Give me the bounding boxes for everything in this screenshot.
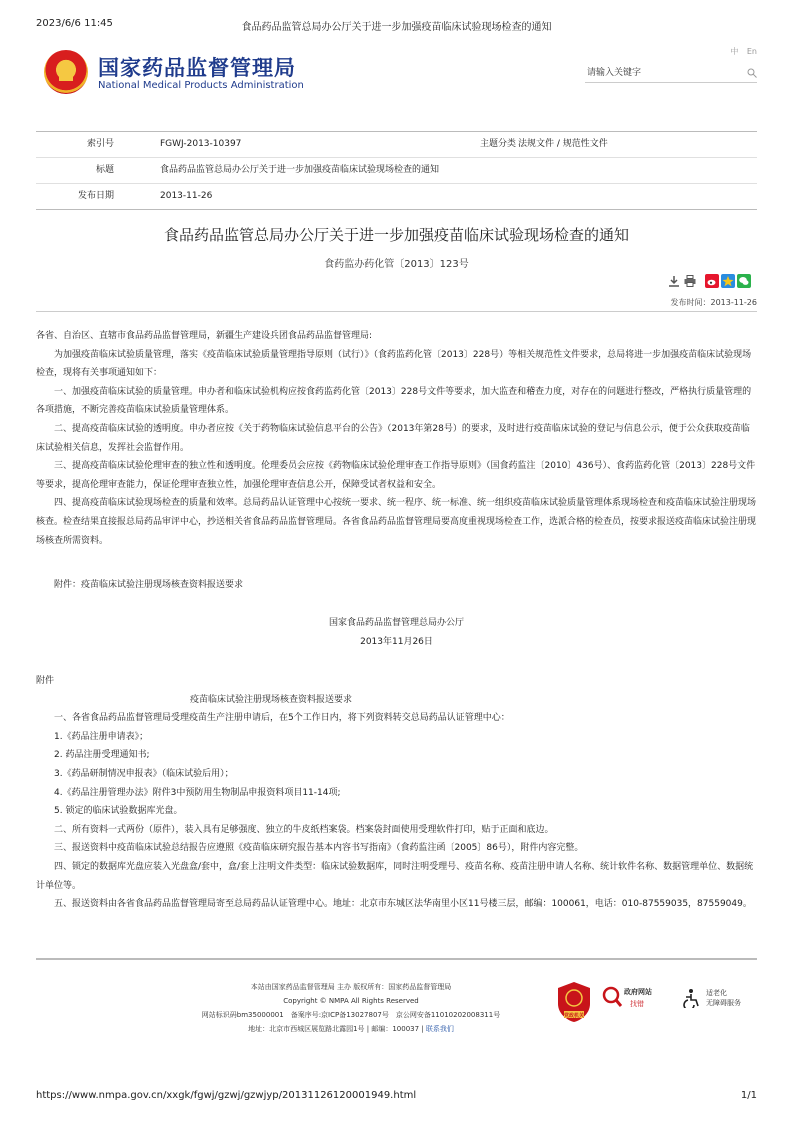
annex-block — [36, 672, 757, 914]
language-switch — [724, 46, 757, 57]
signer: 国家食品药品监督管理总局办公厅 — [328, 618, 464, 628]
category-value: 法规文件 / 规范性文件 — [518, 139, 608, 149]
access-label: 适老化 — [706, 989, 727, 997]
gov-site-error-report[interactable] — [602, 986, 666, 1016]
body-paragraph: 三、提高疫苗临床试验伦理审查的独立性和透明度。伦理委员会应按《药物临床试验伦理审查工作指导原则》（国食药监注〔2010〕436号）、食药监药化管〔2013〕228号文件等要求，提高伦理审查能力，保证伦理审查独立性，加强伦理审查信息公开，保障受试者权益和安全。 — [36, 461, 756, 490]
attachment-note-block — [36, 576, 757, 595]
print-icon[interactable] — [683, 274, 697, 288]
metadata-table — [36, 131, 757, 210]
search-placeholder: 请输入关键字 — [587, 68, 642, 78]
body-paragraph: 二、提高疫苗临床试验的透明度。申办者应按《关于药物临床试验信息平台的公告》（2013年第28号）的要求，及时进行疫苗临床试验的登记与信息公示，便于公众获取疫苗临床试验相关信息，发挥社会监督作用。 — [36, 423, 750, 453]
annex-title: 疫苗临床试验注册现场核查资料报送要求 — [190, 694, 353, 705]
salutation: 各省、自治区、直辖市食品药品监督管理局，新疆生产建设兵团食品药品监督管理局: — [36, 331, 373, 341]
article-title: 食品药品监管总局办公厅关于进一步加强疫苗临床试验现场检查的通知 — [163, 226, 629, 244]
accessibility-icon — [682, 988, 700, 1008]
body-paragraph: 四、提高疫苗临床试验现场检查的质量和效率。总局药品认证管理中心按统一要求、统一程序、统一标准、统一组织疫苗临床试验质量管理体系现场检查和疫苗临床试验注册现场核查。检查结果直接报总局药品审评中心，抄送相关省食品药品监督管理局。各省食品药品监督管理局要高度重视现场检查工作，选派合格的检查员，按要求报送疫苗临床试验注册现场核查所需资料。 — [36, 498, 757, 546]
annex-label: 附件 — [36, 676, 55, 686]
attachment-link[interactable]: 附件：疫苗临床试验注册现场核查资料报送要求 — [54, 580, 244, 590]
annex-subitem: 2. 药品注册受理通知书; — [54, 750, 150, 761]
metadata-row — [36, 132, 757, 158]
gov-site-label: 政府网站 — [624, 988, 652, 996]
print-datetime: 2023/6/6 11:45 — [36, 18, 113, 29]
annex-item: 一、各省食品药品监督管理局受理疫苗生产注册申请后，在5个工作日内，将下列资料转交总局药品认证管理中心： — [54, 713, 510, 724]
annex-subitem: 3.《药品研制情况申报表》（临床试验后用）； — [54, 768, 234, 779]
badge-text: 党政机关 — [563, 1013, 584, 1019]
index-label: 索引号 — [86, 139, 114, 149]
footer-address-line — [186, 1022, 516, 1036]
content-divider — [36, 311, 757, 312]
weibo-share-icon[interactable] — [705, 274, 719, 288]
site-footer — [36, 980, 757, 1040]
magnifier-icon — [602, 986, 622, 1008]
annex-subitem: 1.《药品注册申请表》； — [54, 731, 149, 742]
category-label: 主题分类 — [479, 139, 516, 149]
body-paragraph: 一、加强疫苗临床试验的质量管理。申办者和临床试验机构应按食药监药化管〔2013〕228号文件等要求，加大监查和稽查力度，对存在的问题进行整改，严格执行质量管理的各项措施，不断完善疫苗临床试验质量管理体系。 — [36, 386, 752, 416]
national-emblem-icon[interactable] — [44, 50, 88, 94]
metadata-row — [36, 184, 757, 209]
footer-divider — [36, 958, 757, 960]
document-number: 食药监办药化管〔2013〕123号 — [324, 259, 469, 270]
accessibility-service[interactable] — [682, 988, 756, 1012]
contact-us-link[interactable]: 联系我们 — [425, 1025, 454, 1033]
article-toolbar — [667, 274, 757, 290]
page-count: 1/1 — [740, 1090, 757, 1101]
print-header — [36, 18, 757, 34]
footer-sponsor: 本站由国家药品监督管理局 主办 版权所有：国家药品监督管理局 — [250, 983, 452, 991]
date-label: 发布日期 — [77, 191, 114, 201]
site-header — [36, 44, 757, 104]
site-name-cn[interactable]: 国家药品监督管理局 — [98, 56, 296, 80]
sign-date: 2013年11月26日 — [360, 636, 433, 647]
intro-paragraph: 为加强疫苗临床试验质量管理，落实《疫苗临床试验质量管理指导原则（试行）》（食药监药化管〔2013〕228号）等相关规范性文件要求，总局将进一步加强疫苗临床试验现场检查，现将有关事项通知如下： — [36, 349, 752, 379]
annex-item: 四、锁定的数据库光盘应装入光盘盒/套中，盒/套上注明文件类型：临床试验数据库，同时注明受理号、疫苗名称、疫苗注册申请人名称、统计软件名称、数据管理单位、数据统计单位等。 — [36, 861, 754, 891]
publish-time: 发布时间：2013-11-26 — [670, 298, 757, 307]
metadata-row — [36, 158, 757, 184]
access-sub: 无障碍服务 — [706, 999, 741, 1007]
footer-registration: 网站标识码bm35000001 备案序号:京ICP备13027807号 京公网安备11010202008311号 — [201, 1011, 501, 1019]
annex-subitem: 5. 锁定的临床试验数据库光盘。 — [54, 806, 183, 817]
footer-text — [186, 980, 516, 1036]
annex-subitem: 4.《药品注册管理办法》附件3中预防用生物制品申报资料项目11-14项; — [54, 787, 341, 798]
lang-en-link[interactable]: En — [746, 47, 757, 56]
gov-site-sub: 找错 — [630, 1000, 644, 1008]
print-page-title: 食品药品监管总局办公厅关于进一步加强疫苗临床试验现场检查的通知 — [241, 22, 552, 33]
footer-copyright: Copyright © NMPA All Rights Reserved — [283, 997, 419, 1005]
index-value: FGWJ-2013-10397 — [160, 139, 242, 149]
title-value: 食品药品监管总局办公厅关于进一步加强疫苗临床试验现场检查的通知 — [160, 165, 440, 175]
footer-address: 地址：北京市西城区展览路北露园1号 | 邮编：100037 | — [248, 1025, 424, 1033]
article-body — [36, 327, 757, 550]
party-gov-badge[interactable] — [554, 980, 594, 1024]
search-icon[interactable] — [747, 68, 757, 78]
download-icon[interactable] — [667, 274, 681, 288]
site-name-en: National Medical Products Administration — [98, 80, 304, 91]
page-url: https://www.nmpa.gov.cn/xxgk/fgwj/gzwj/gzwjyp/20131126120001949.html — [36, 1090, 417, 1101]
signature-block — [36, 614, 757, 651]
wechat-share-icon[interactable] — [737, 274, 751, 288]
annex-item: 五、报送资料由各省食品药品监督管理局寄至总局药品认证管理中心。地址：北京市东城区法华南里小区11号楼三层，邮编：100061，电话：010-87559035，87559049。 — [54, 899, 752, 910]
title-label: 标题 — [95, 165, 114, 175]
qzone-share-icon[interactable] — [721, 274, 735, 288]
annex-item: 二、所有资料一式两份（原件），装入具有足够强度、独立的牛皮纸档案袋。档案袋封面使用受理软件打印，贴于正面和底边。 — [54, 824, 554, 835]
date-value: 2013-11-26 — [160, 191, 213, 201]
search-input[interactable] — [585, 64, 757, 83]
lang-zh-link[interactable]: 中 — [730, 47, 739, 56]
annex-item: 三、报送资料中疫苗临床试验总结报告应遵照《疫苗临床研究报告基本内容书写指南》（食药监注函〔2005〕86号），附件内容完整。 — [54, 843, 584, 854]
